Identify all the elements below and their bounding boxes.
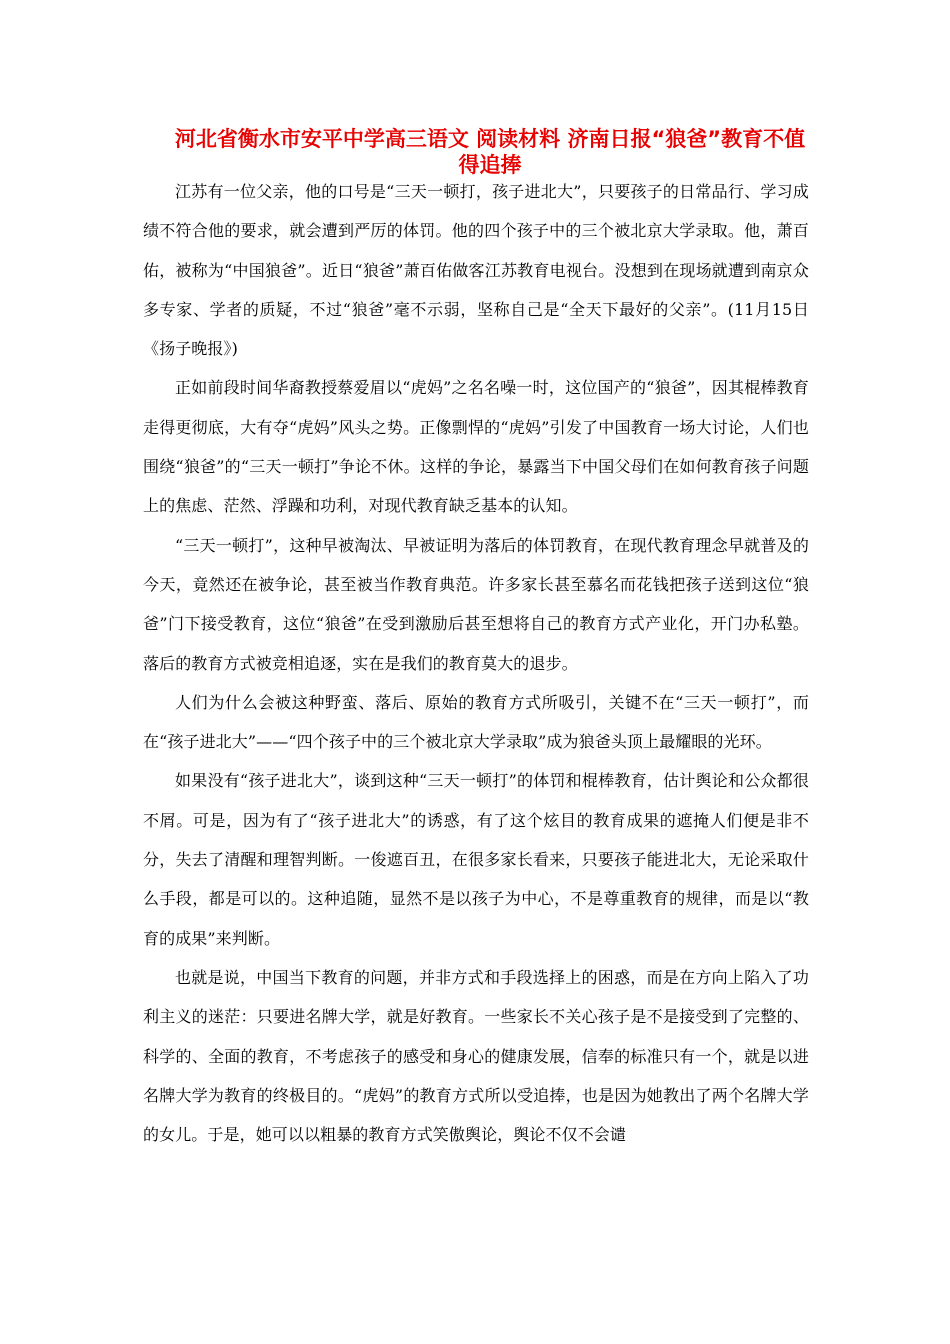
paragraph-3: “三天一顿打”，这种早被淘汰、早被证明为落后的体罚教育，在现代教育理念早就普及的今天，竟然还在被争论，甚至被当作教育典范。许多家长甚至慕名而花钱把孩子送到这位“狼爸”门下接受教育，这位“狼爸”在受到激励后甚至想将自己的教育方式产业化，开门办私塾。落后的教育方式被竞相追逐，实在是我们的教育莫大的退步。 bbox=[143, 535, 809, 673]
paragraph-1: 江苏有一位父亲，他的口号是“三天一顿打，孩子进北大”，只要孩子的日常品行、学习成绩不符合他的要求，就会遭到严厉的体罚。他的四个孩子中的三个被北京大学录取。他，萧百佑，被称为“中国狼爸”。近日“狼爸”萧百佑做客江苏教育电视台。没想到在现场就遭到南京众多专家、学者的质疑，不过“狼爸”毫不示弱，坚称自己是“全天下最好的父亲”。(11月15日《扬子晚报》) bbox=[143, 182, 809, 359]
document-body bbox=[143, 172, 809, 1154]
document-title: 河北省衡水市安平中学高三语文 阅读材料 济南日报“狼爸”教育不值得追捧 bbox=[174, 127, 806, 177]
paragraph-5: 如果没有“孩子进北大”，谈到这种“三天一顿打”的体罚和棍棒教育，估计舆论和公众都很不屑。可是，因为有了“孩子进北大”的诱惑，有了这个炫目的教育成果的遮掩人们便是非不分，失去了清醒和理智判断。一俊遮百丑，在很多家长看来，只要孩子能进北大，无论采取什么手段，都是可以的。这种追随，显然不是以孩子为中心，不是尊重教育的规律，而是以“教育的成果”来判断。 bbox=[143, 771, 809, 948]
paragraph-6: 也就是说，中国当下教育的问题，并非方式和手段选择上的困惑，而是在方向上陷入了功利主义的迷茫：只要进名牌大学，就是好教育。一些家长不关心孩子是不是接受到了完整的、科学的、全面的教育，不考虑孩子的感受和身心的健康发展，信奉的标准只有一个，就是以进名牌大学为教育的终极目的。“虎妈”的教育方式所以受追捧，也是因为她教出了两个名牌大学的女儿。于是，她可以以粗暴的教育方式笑傲舆论，舆论不仅不会谴 bbox=[143, 967, 809, 1145]
paragraph-2: 正如前段时间华裔教授蔡爱眉以“虎妈”之名名噪一时，这位国产的“狼爸”，因其棍棒教育走得更彻底，大有夺“虎妈”风头之势。正像剽悍的“虎妈”引发了中国教育一场大讨论，人们也围绕“狼爸”的“三天一顿打”争论不休。这样的争论，暴露当下中国父母们在如何教育孩子问题上的焦虑、茫然、浮躁和功利，对现代教育缺乏基本的认知。 bbox=[143, 378, 809, 516]
paragraph-4: 人们为什么会被这种野蛮、落后、原始的教育方式所吸引，关键不在“三天一顿打”，而在“孩子进北大”——“四个孩子中的三个被北京大学录取”成为狼爸头顶上最耀眼的光环。 bbox=[143, 692, 809, 752]
